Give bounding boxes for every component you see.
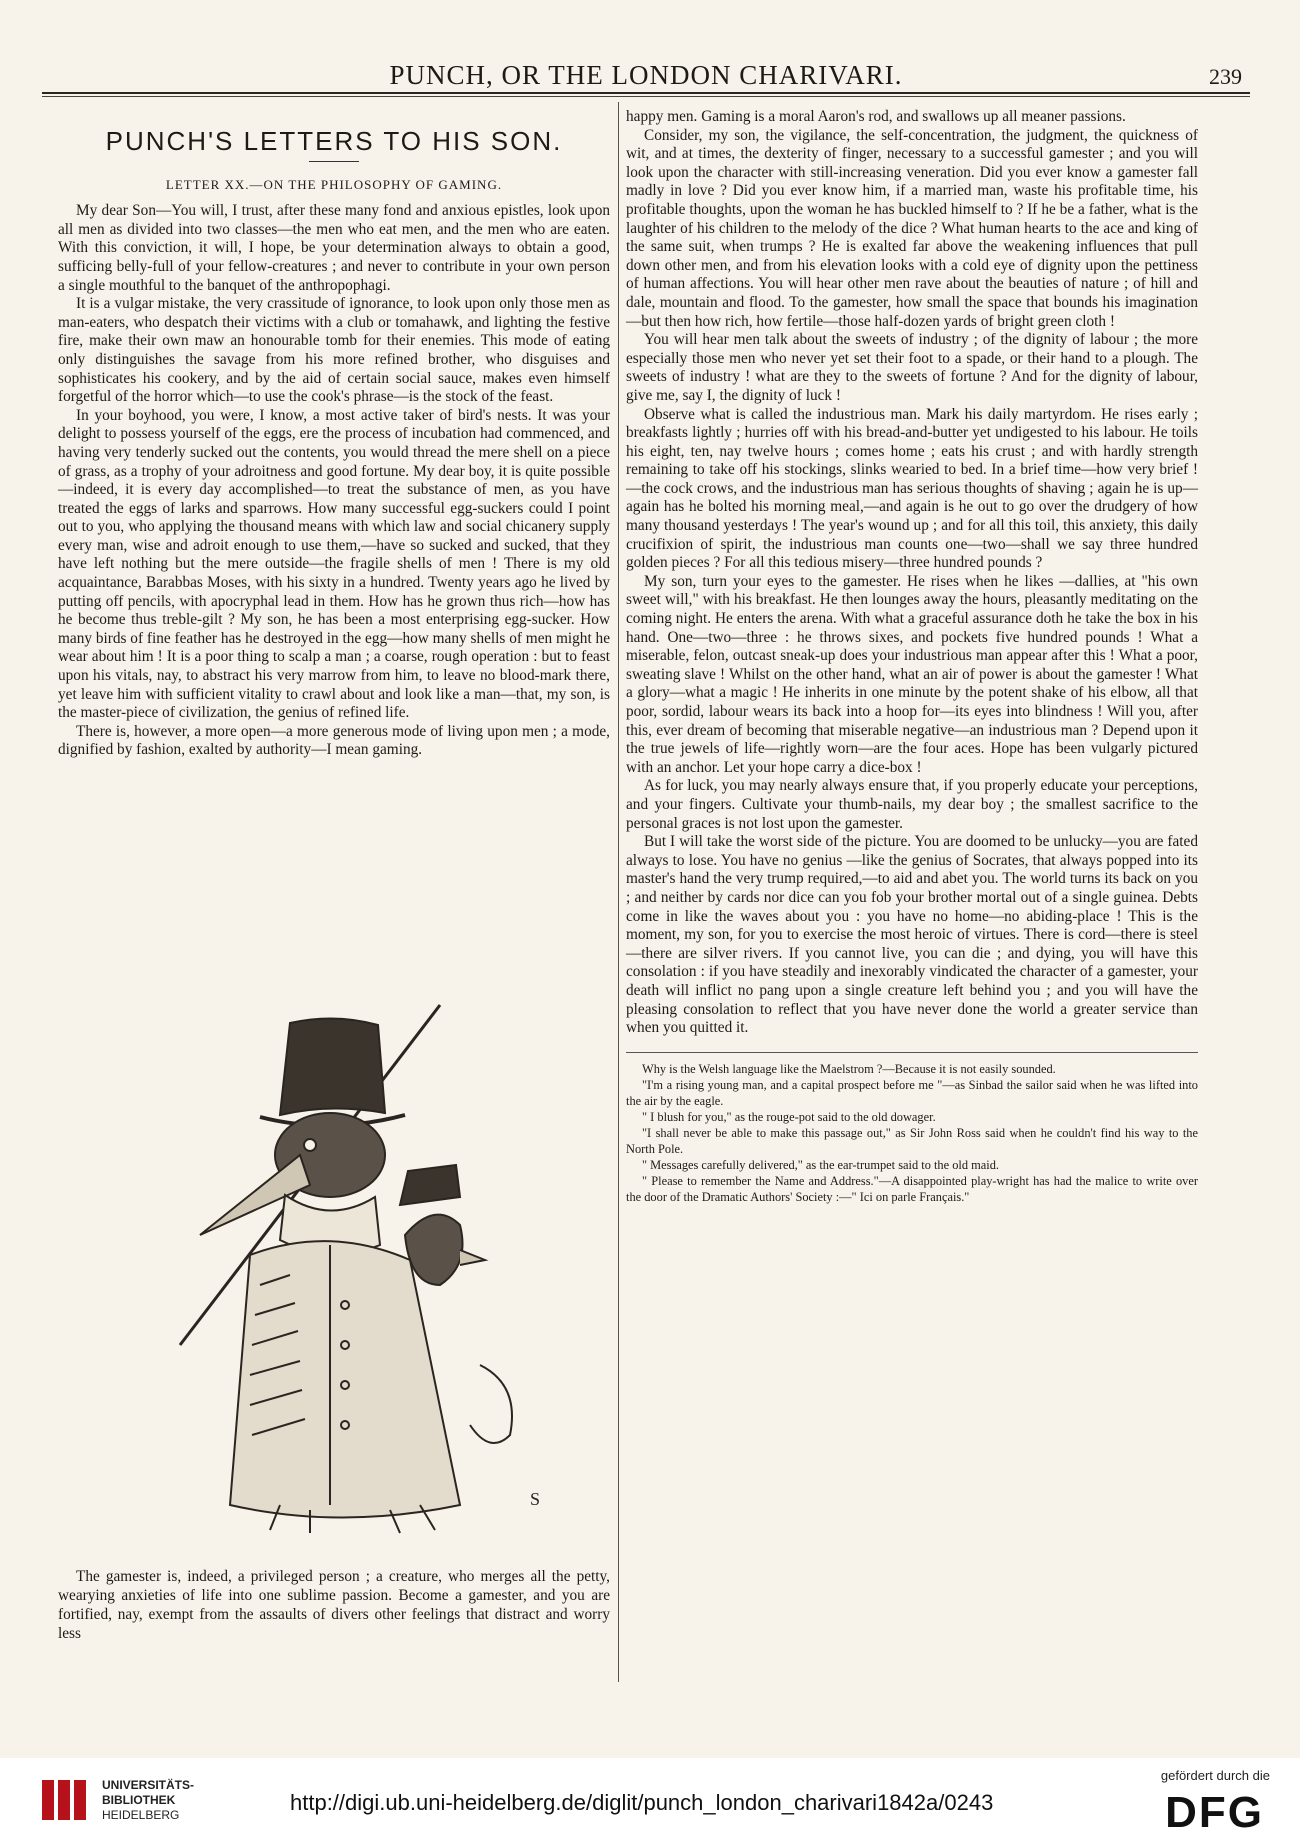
paragraph: Consider, my son, the vigilance, the self-concentration, the judgment, the quickness of wit, and at times, the dexterity of finger, necessary to a successful gamester ; and you will look upon the character with still-increasing veneration. Did you ever know a gamester fall madly in love ? Did you ever know him, if a married man, waste his profitable time, his profitable thoughts, upon the woman he has buckled himself to ? If he be a father, what is the laughter of his children to the melody of the dice ? What human hearts to the ace and king of the same suit, when trumps ? He is exalted far above the weakening influences that pull down other men, and from his elevation looks with a cold eye of dignity upon the pettiness of human affections. You will hear other men rave about the beauties of nature ; of hill and dale, mountain and flood. To the gamester, how small the space that bounds his imagination—but then how rich, how fertile—those half-dozen yards of bright green cloth ! <box>626 126 1198 330</box>
header-rule <box>42 96 1250 97</box>
funded-by-label: gefördert durch die <box>1160 1768 1270 1783</box>
permalink-url[interactable]: http://digi.ub.uni-heidelberg.de/diglit/punch_london_charivari1842a/0243 <box>290 1790 994 1815</box>
paragraph: But I will take the worst side of the picture. You are doomed to be unlucky—you are fated always to lose. You have no genius —like the genius of Socrates, that always popped into its master's hand the very trump required,—to aid and abet you. The world turns its back on you ; and neither by cards nor dice can you fob your brother mortal out of a single guinea. Debts come in like the waves about you : you have no home—no abiding-place ! This is the moment, my son, for you to exercise the most heroic of virtues. There is cord—there is steel—there are silver rivers. If you cannot live, you can die ; and dying, you will have this consolation : if you have steadily and inexorably vindicated the character of a gamester, your death will inflict no pang upon a single creature left behind you ; and you will have the pleasing consolation to reflect that you have never done the world a greater service than when you quitted it. <box>626 833 1198 1037</box>
title-rule <box>309 161 359 162</box>
page-header <box>42 56 1250 94</box>
paragraph: You will hear men talk about the sweets of industry ; of the dignity of labour ; the more especially those men who never yet set their foot to a spade, or their hand to a plough. The sweets of industry ! what are they to the sweets of fortune ? And for the dignity of labour, give me, say I, the dignity of luck ! <box>626 331 1198 404</box>
paragraph: My son, turn your eyes to the gamester. He rises when he likes —dallies, at "his own sweet will," with his breakfast. He then lounges away the hours, pleasantly meditating on the coming night. He enters the arena. With what a graceful assurance doth he take the box in his hand. One—two—three : he throws sixes, and pockets five hundred pounds ! What a miserable, felon, outcast sneak-up does your industrious man appear after this ! What a poor, sweating slave ! Whilst on the other hand, what an air of power is about the gamester ! What a glory—what a magic ! He inherits in one minute by the potent shake of his elbow, all that poor, sordid, labour wears its back into a hoop for—its eyes into blindness ! Will you, after this, ever dream of becoming that miserable negative—an industrious man ? Depend upon it the true jewels of life—rightly worn—are the four aces. Hope has been vulgarly pictured with an anchor. Let your hope carry a dice-box ! <box>626 572 1198 776</box>
paragraph: There is, however, a more open—a more generous mode of living upon men ; a mode, dignified by fashion, exalted by authority—I mean gaming. <box>58 722 610 759</box>
paragraph: The gamester is, indeed, a privileged person ; a creature, who merges all the petty, wearying anxieties of life into one sublime passion. Become a gamester, and you are fortified, nay, exempt from the assaults of divers other feelings that distract and worry less <box>58 1568 610 1642</box>
dfg-logo: DFG <box>1165 1788 1264 1837</box>
digitization-footer <box>0 1758 1300 1844</box>
paragraph: Observe what is called the industrious man. Mark his daily martyrdom. He rises early ; breakfasts lightly ; hurries off with his bread-and-butter yet undigested to his labour. He toils his eight, ten, nay twelve hours ; comes home ; eats his crust ; and with hardly strength remaining to take off his stockings, slinks wearied to bed. In a brief time—how very brief !—the cock crows, and the industrious man has serious thoughts of shaving ; again he is up—again has he bolted his morning meal,—and again is he out to go over the drudgery of how many thousand yesterdays ! The year's wound up ; and for all this toil, this anxiety, this daily crucifixion of spirit, the industrious man counts one—two—shall we say three hundred golden pieces ? For all this tedious misery—three hundred pounds ? <box>626 405 1198 572</box>
institution-name <box>102 1778 194 1823</box>
page-number: 239 <box>1209 64 1242 89</box>
article-title: PUNCH'S LETTERS TO HIS SON. <box>105 126 563 156</box>
illustration-signature: S <box>530 1489 541 1509</box>
university-library-logo-icon <box>40 1776 92 1824</box>
left-column <box>58 102 610 760</box>
jokes-section <box>626 1061 1198 1205</box>
institution-line: UNIVERSITÄTS- <box>102 1778 195 1792</box>
paragraph: It is a vulgar mistake, the very crassitude of ignorance, to look upon only those men as man-eaters, who despatch their victims with a club or tomahawk, and lighting the festive fire, make their own maw an honourable tomb for their enemies. This mode of eating only distinguishes the savage from his more refined brother, who disguises and sophisticates his cookery, and by the aid of certain social sauce, makes even himself forgetful of the horror which—to use the cook's phrase—is the stock of the feast. <box>58 295 610 406</box>
crow-in-top-hat-illustration <box>160 985 560 1545</box>
joke: "I'm a rising young man, and a capital prospect before me "—as Sinbad the sailor said when he was lifted into the air by the eagle. <box>626 1077 1198 1108</box>
joke: " Messages carefully delivered," as the ear-trumpet said to the old maid. <box>642 1157 1000 1172</box>
joke: Why is the Welsh language like the Maelstrom ?—Because it is not easily sounded. <box>642 1061 1056 1076</box>
institution-line: HEIDELBERG <box>102 1808 180 1822</box>
article-subtitle: LETTER XX.—ON THE PHILOSOPHY OF GAMING. <box>165 176 503 192</box>
paragraph: In your boyhood, you were, I know, a most active taker of bird's nests. It was your delight to possess yourself of the eggs, ere the process of incubation had commenced, and having very tenderly sucked out the contents, you would thread the mere shell on a piece of grass, as a trophy of your adroitness and good fortune. My dear boy, it is quite possible—indeed, it is every day accomplished—to treat the substance of men, as you have treated the eggs of larks and sparrows. How many successful egg-suckers could I point out to you, who applying the thousand means with which law and social chicanery supply every man, wise and adroit enough to use them,—have so sucked and sucked, that they have left nothing but the mere outside—the fragile shells of men ! There is my old acquaintance, Barabbas Moses, with his sixty in a hundred. Twenty years ago he lived by putting off pencils, with apocryphal lead in them. How has he grown thus rich—how has he become thus treble-gilt ? My son, he has been a most enterprising egg-sucker. How many birds of fine feather has he destroyed in the egg—how many shells of men might he wear about him ! It is a poor thing to scalp a man ; a coarse, rough operation : but to feast upon his vitals, nay, to abstract his very marrow from him, to leave no blood-mark there, yet leave him with sufficient vitality to crawl about and look like a man—that, my son, is the master-piece of civilization, the genius of refined life. <box>58 406 610 722</box>
paragraph: As for luck, you may nearly always ensure that, if you properly educate your perceptions, and your fingers. Cultivate your thumb-nails, my dear boy ; the smallest sacrifice to the personal graces is not lost upon the gamester. <box>626 777 1198 832</box>
column-divider <box>618 102 619 1682</box>
paragraph: My dear Son—You will, I trust, after these many fond and anxious epistles, look upon all men as divided into two classes—the men who eat men, and the men who are eaten. With this conviction, it will, I hope, be your determination always to obtain a good, sufficing belly-full of your fellow-creatures ; and never to contribute in your own person a single mouthful to the banquet of the anthropophagi. <box>58 202 610 294</box>
paragraph: happy men. Gaming is a moral Aaron's rod, and swallows up all meaner passions. <box>626 108 1126 125</box>
joke: " Please to remember the Name and Address."—A disappointed play-wright has had the malice to write over the door of the Dramatic Authors' Society :—" Ici on parle Français." <box>626 1173 1198 1204</box>
notes-rule <box>626 1052 1198 1053</box>
right-column <box>626 108 1198 1205</box>
joke: "I shall never be able to make this passage out," as Sir John Ross said when he couldn't find his way to the North Pole. <box>626 1125 1198 1156</box>
left-bottom-text <box>58 1567 610 1643</box>
running-title: PUNCH, OR THE LONDON CHARIVARI. <box>389 60 903 90</box>
joke: " I blush for you," as the rouge-pot said to the old dowager. <box>642 1109 936 1124</box>
institution-line: BIBLIOTHEK <box>102 1793 176 1807</box>
